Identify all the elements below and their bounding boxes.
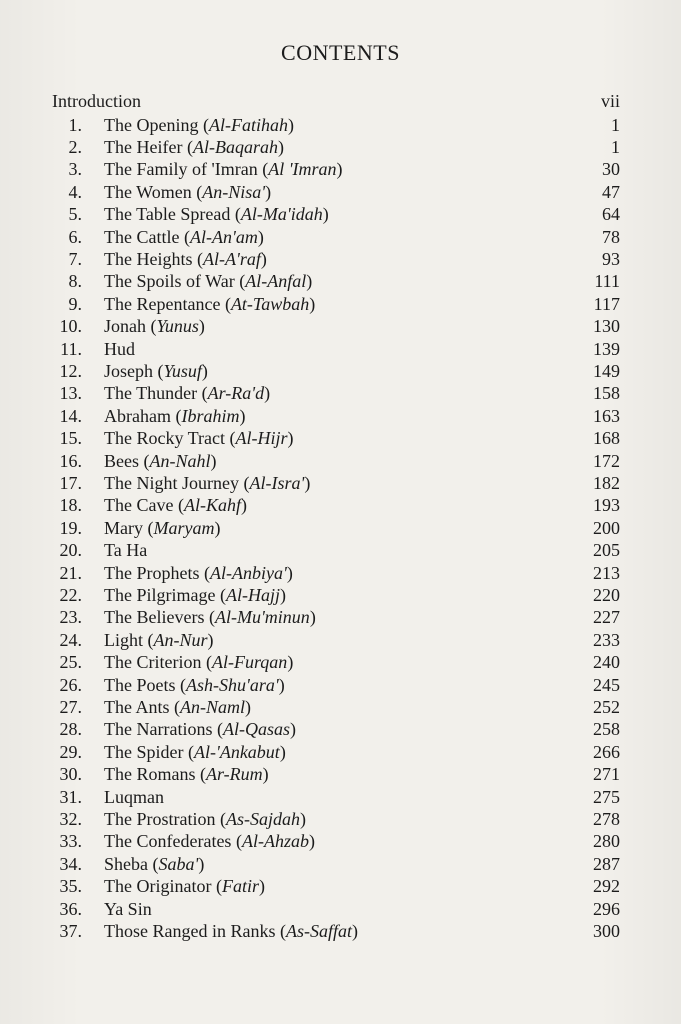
entry-number: 35. bbox=[59, 876, 82, 897]
entry-title bbox=[104, 517, 221, 539]
toc-entry bbox=[0, 382, 681, 404]
paren-open: ( bbox=[195, 764, 206, 785]
toc-entry bbox=[0, 203, 681, 225]
entry-arabic-name: Al-Anbiya' bbox=[209, 562, 287, 583]
entry-title bbox=[104, 584, 286, 606]
entry-english-name: Hud bbox=[104, 338, 135, 359]
paren-open: ( bbox=[143, 517, 154, 538]
toc-entry bbox=[0, 494, 681, 516]
entry-english-name: Abraham bbox=[104, 405, 171, 426]
toc-entry bbox=[0, 651, 681, 673]
entry-page-number: 111 bbox=[594, 271, 620, 292]
entry-number: 18. bbox=[59, 495, 82, 516]
paren-close: ) bbox=[279, 584, 286, 605]
paren-close: ) bbox=[207, 629, 214, 650]
entry-number: 8. bbox=[68, 271, 82, 292]
entry-arabic-name: An-Nahl bbox=[149, 450, 211, 471]
entry-title bbox=[104, 786, 164, 808]
toc-entry bbox=[0, 584, 681, 606]
entry-arabic-name: Ibrahim bbox=[181, 405, 240, 426]
paren-close: ) bbox=[309, 607, 316, 628]
paren-close: ) bbox=[214, 517, 221, 538]
paren-close: ) bbox=[299, 808, 306, 829]
entry-arabic-name: As-Saffat bbox=[285, 920, 352, 941]
entry-title bbox=[104, 651, 293, 673]
entry-arabic-name: Yunus bbox=[156, 316, 199, 337]
entry-title bbox=[104, 696, 251, 718]
entry-number: 9. bbox=[68, 293, 82, 314]
entry-english-name: Those Ranged in Ranks bbox=[104, 920, 276, 941]
entry-title bbox=[104, 898, 152, 920]
entry-english-name: Light bbox=[104, 629, 143, 650]
toc-entry bbox=[0, 360, 681, 382]
entry-english-name: The Night Journey bbox=[104, 472, 239, 493]
paren-close: ) bbox=[260, 248, 267, 269]
entry-page-number: 292 bbox=[593, 876, 620, 897]
entry-title bbox=[104, 293, 315, 315]
paren-open: ( bbox=[173, 495, 184, 516]
paren-open: ( bbox=[234, 271, 246, 292]
paren-open: ( bbox=[230, 204, 241, 225]
entry-title bbox=[104, 181, 271, 203]
entry-english-name: The Prostration bbox=[104, 808, 216, 829]
entry-page-number: 278 bbox=[593, 808, 620, 829]
entry-page-number: 227 bbox=[593, 607, 620, 628]
entry-title bbox=[104, 226, 264, 248]
intro-page-number: vii bbox=[600, 91, 620, 111]
entry-english-name: The Believers bbox=[104, 607, 205, 628]
entry-arabic-name: Fatir bbox=[221, 876, 259, 897]
paren-open: ( bbox=[175, 674, 186, 695]
paren-close: ) bbox=[198, 853, 205, 874]
entry-page-number: 258 bbox=[593, 719, 620, 740]
toc-entry bbox=[0, 808, 681, 830]
toc-entry bbox=[0, 270, 681, 292]
entry-number: 32. bbox=[59, 808, 82, 829]
paren-open: ( bbox=[220, 293, 231, 314]
entry-number: 15. bbox=[59, 428, 82, 449]
entry-arabic-name: Al-Anfal bbox=[245, 271, 307, 292]
entry-english-name: The Spoils of War bbox=[104, 271, 235, 292]
paren-close: ) bbox=[351, 920, 358, 941]
entry-title bbox=[104, 606, 316, 628]
paren-close: ) bbox=[287, 428, 294, 449]
entry-number: 7. bbox=[68, 248, 82, 269]
entry-title bbox=[104, 270, 312, 292]
entry-title bbox=[104, 158, 343, 180]
entry-number: 16. bbox=[59, 450, 82, 471]
toc-entry bbox=[0, 315, 681, 337]
toc-entry bbox=[0, 158, 681, 180]
entry-number: 13. bbox=[59, 383, 82, 404]
entry-arabic-name: Al-A'raf bbox=[202, 248, 261, 269]
entry-number: 37. bbox=[59, 920, 82, 941]
entry-arabic-name: At-Tawbah bbox=[230, 293, 310, 314]
intro-label: Introduction bbox=[52, 91, 141, 111]
entry-number: 21. bbox=[59, 562, 82, 583]
paren-open: ( bbox=[212, 719, 223, 740]
entry-number: 22. bbox=[59, 584, 82, 605]
toc-entry bbox=[0, 248, 681, 270]
entry-english-name: Joseph bbox=[104, 360, 153, 381]
entry-number: 33. bbox=[59, 831, 82, 852]
toc-entry bbox=[0, 875, 681, 897]
paren-open: ( bbox=[238, 472, 250, 493]
entry-number: 1. bbox=[68, 114, 82, 135]
entry-title bbox=[104, 472, 310, 494]
paren-close: ) bbox=[257, 226, 264, 247]
entry-english-name: The Repentance bbox=[104, 293, 221, 314]
entry-title bbox=[104, 494, 247, 516]
paren-close: ) bbox=[239, 405, 246, 426]
paren-close: ) bbox=[265, 181, 272, 202]
toc-entry bbox=[0, 539, 681, 561]
entry-arabic-name: An-Naml bbox=[180, 696, 245, 717]
entry-title bbox=[104, 338, 135, 360]
entry-arabic-name: Al-Kahf bbox=[183, 495, 241, 516]
paren-open: ( bbox=[275, 920, 286, 941]
paren-close: ) bbox=[322, 204, 329, 225]
entry-title bbox=[104, 674, 285, 696]
entry-page-number: 47 bbox=[602, 181, 620, 202]
paren-open: ( bbox=[211, 876, 222, 897]
entry-page-number: 172 bbox=[593, 450, 620, 471]
entry-number: 11. bbox=[60, 338, 82, 359]
entry-arabic-name: Al-Isra' bbox=[249, 472, 305, 493]
entry-number: 24. bbox=[59, 629, 82, 650]
entry-title bbox=[104, 718, 296, 740]
paren-close: ) bbox=[278, 674, 285, 695]
entry-english-name: The Spider bbox=[104, 741, 184, 762]
paren-close: ) bbox=[258, 876, 265, 897]
entry-page-number: 280 bbox=[593, 831, 620, 852]
entry-number: 3. bbox=[68, 159, 82, 180]
entry-title bbox=[104, 248, 267, 270]
entry-arabic-name: Al-Furqan bbox=[211, 652, 288, 673]
paren-close: ) bbox=[287, 652, 294, 673]
entry-page-number: 139 bbox=[593, 338, 620, 359]
entry-title bbox=[104, 875, 265, 897]
paren-open: ( bbox=[215, 584, 226, 605]
entry-page-number: 149 bbox=[593, 360, 620, 381]
paren-open: ( bbox=[192, 248, 203, 269]
toc-entry bbox=[0, 674, 681, 696]
entry-title bbox=[104, 136, 284, 158]
entry-number: 31. bbox=[59, 786, 82, 807]
entry-page-number: 233 bbox=[593, 629, 620, 650]
paren-open: ( bbox=[215, 808, 226, 829]
entry-page-number: 213 bbox=[593, 562, 620, 583]
entry-page-number: 205 bbox=[593, 540, 620, 561]
entry-arabic-name: Maryam bbox=[153, 517, 215, 538]
toc-entry bbox=[0, 450, 681, 472]
paren-close: ) bbox=[201, 360, 208, 381]
paren-open: ( bbox=[139, 450, 150, 471]
entry-number: 2. bbox=[68, 136, 82, 157]
entry-arabic-name: Ash-Shu'ara' bbox=[186, 674, 279, 695]
page-title: CONTENTS bbox=[281, 40, 400, 65]
entry-english-name: Ya Sin bbox=[104, 898, 152, 919]
paren-close: ) bbox=[198, 316, 205, 337]
entry-title bbox=[104, 741, 286, 763]
toc-entry bbox=[0, 427, 681, 449]
paren-close: ) bbox=[262, 764, 269, 785]
paren-close: ) bbox=[308, 831, 315, 852]
entry-title bbox=[104, 427, 294, 449]
toc-entry bbox=[0, 293, 681, 315]
entry-english-name: Mary bbox=[104, 517, 143, 538]
entry-arabic-name: Yusuf bbox=[163, 360, 202, 381]
paren-open: ( bbox=[197, 383, 208, 404]
entry-title bbox=[104, 203, 329, 225]
entry-page-number: 1 bbox=[611, 136, 620, 157]
toc-entry bbox=[0, 226, 681, 248]
entry-page-number: 245 bbox=[593, 674, 620, 695]
paren-open: ( bbox=[143, 629, 154, 650]
entry-title bbox=[104, 450, 217, 472]
entry-title bbox=[104, 315, 205, 337]
entry-arabic-name: Saba' bbox=[158, 853, 199, 874]
toc-entry bbox=[0, 517, 681, 539]
entry-page-number: 296 bbox=[593, 898, 620, 919]
entry-page-number: 220 bbox=[593, 584, 620, 605]
paren-close: ) bbox=[277, 136, 284, 157]
toc-entry bbox=[0, 718, 681, 740]
entry-english-name: The Romans bbox=[104, 764, 196, 785]
paren-open: ( bbox=[153, 360, 164, 381]
entry-page-number: 300 bbox=[593, 920, 620, 941]
entry-page-number: 200 bbox=[593, 517, 620, 538]
entry-page-number: 78 bbox=[602, 226, 620, 247]
entry-title bbox=[104, 114, 294, 136]
paren-close: ) bbox=[289, 719, 296, 740]
entry-title bbox=[104, 920, 358, 942]
toc-entry bbox=[0, 338, 681, 360]
paren-open: ( bbox=[179, 226, 190, 247]
entry-number: 6. bbox=[68, 226, 82, 247]
entry-arabic-name: An-Nur bbox=[153, 629, 208, 650]
entry-number: 29. bbox=[59, 741, 82, 762]
paren-open: ( bbox=[198, 114, 209, 135]
entry-number: 14. bbox=[59, 405, 82, 426]
entry-english-name: The Criterion bbox=[104, 652, 202, 673]
toc-intro-row bbox=[0, 90, 681, 112]
entry-english-name: The Narrations bbox=[104, 719, 213, 740]
entry-page-number: 182 bbox=[593, 472, 620, 493]
toc-entry bbox=[0, 114, 681, 136]
entry-title bbox=[104, 405, 245, 427]
toc-entry bbox=[0, 920, 681, 942]
entry-arabic-name: Al-Hijr bbox=[235, 428, 288, 449]
toc-entry bbox=[0, 181, 681, 203]
paren-open: ( bbox=[204, 607, 215, 628]
entry-number: 23. bbox=[59, 607, 82, 628]
entry-english-name: The Ants bbox=[104, 696, 170, 717]
entry-number: 36. bbox=[59, 898, 82, 919]
entry-arabic-name: An-Nisa' bbox=[202, 181, 266, 202]
paren-open: ( bbox=[148, 853, 159, 874]
toc-entry bbox=[0, 562, 681, 584]
entry-number: 25. bbox=[59, 652, 82, 673]
entry-page-number: 168 bbox=[593, 428, 620, 449]
entry-english-name: The Thunder bbox=[104, 383, 198, 404]
toc-entry bbox=[0, 853, 681, 875]
paren-close: ) bbox=[210, 450, 217, 471]
entry-english-name: The Opening bbox=[104, 114, 199, 135]
entry-english-name: Bees bbox=[104, 450, 139, 471]
toc-entry bbox=[0, 741, 681, 763]
toc-entry bbox=[0, 763, 681, 785]
entry-arabic-name: Al-Mu'minun bbox=[214, 607, 310, 628]
entry-number: 10. bbox=[59, 316, 82, 337]
paren-close: ) bbox=[306, 271, 313, 292]
entry-english-name: The Prophets bbox=[104, 562, 200, 583]
entry-number: 26. bbox=[59, 674, 82, 695]
toc-entry bbox=[0, 405, 681, 427]
entry-arabic-name: Ar-Ra'd bbox=[207, 383, 265, 404]
paren-close: ) bbox=[279, 741, 286, 762]
entry-arabic-name: Al-Baqarah bbox=[192, 136, 278, 157]
paren-open: ( bbox=[199, 562, 210, 583]
entry-page-number: 271 bbox=[593, 764, 620, 785]
toc-entry bbox=[0, 898, 681, 920]
entry-number: 20. bbox=[59, 540, 82, 561]
entry-page-number: 240 bbox=[593, 652, 620, 673]
entry-title bbox=[104, 629, 214, 651]
paren-open: ( bbox=[182, 136, 193, 157]
entry-page-number: 252 bbox=[593, 696, 620, 717]
entry-number: 28. bbox=[59, 719, 82, 740]
entry-page-number: 117 bbox=[593, 293, 620, 314]
entry-english-name: The Heifer bbox=[104, 136, 183, 157]
entry-page-number: 193 bbox=[593, 495, 620, 516]
entry-english-name: The Cattle bbox=[104, 226, 180, 247]
entry-arabic-name: Al-Hajj bbox=[225, 584, 280, 605]
paren-open: ( bbox=[146, 316, 157, 337]
paren-open: ( bbox=[201, 652, 212, 673]
entry-english-name: The Confederates bbox=[104, 831, 232, 852]
entry-number: 4. bbox=[68, 181, 82, 202]
toc-entry bbox=[0, 472, 681, 494]
entry-page-number: 1 bbox=[611, 114, 620, 135]
entry-title bbox=[104, 562, 293, 584]
paren-close: ) bbox=[240, 495, 247, 516]
entry-english-name: The Heights bbox=[104, 248, 193, 269]
entry-arabic-name: Al-An'am bbox=[189, 226, 258, 247]
paren-open: ( bbox=[231, 831, 242, 852]
paren-close: ) bbox=[304, 472, 311, 493]
entry-number: 12. bbox=[59, 360, 82, 381]
paren-close: ) bbox=[245, 696, 251, 717]
entry-english-name: The Pilgrimage bbox=[104, 584, 216, 605]
entry-number: 30. bbox=[59, 764, 82, 785]
paren-close: ) bbox=[336, 159, 343, 180]
entry-page-number: 30 bbox=[602, 159, 620, 180]
entry-arabic-name: As-Sajdah bbox=[225, 808, 300, 829]
entry-title bbox=[104, 382, 270, 404]
entry-title bbox=[104, 830, 315, 852]
entry-english-name: The Family of 'Imran bbox=[104, 159, 258, 180]
paren-close: ) bbox=[286, 562, 293, 583]
entry-english-name: The Rocky Tract bbox=[104, 428, 225, 449]
entry-page-number: 266 bbox=[593, 741, 620, 762]
paren-open: ( bbox=[225, 428, 236, 449]
entry-title bbox=[104, 360, 208, 382]
toc-entry bbox=[0, 696, 681, 718]
entry-number: 19. bbox=[59, 517, 82, 538]
entry-english-name: The Women bbox=[104, 181, 192, 202]
entry-title bbox=[104, 808, 306, 830]
entry-english-name: The Table Spread bbox=[104, 204, 231, 225]
entry-english-name: Luqman bbox=[104, 786, 164, 807]
entry-page-number: 287 bbox=[593, 853, 620, 874]
entry-arabic-name: Al-'Ankabut bbox=[193, 741, 280, 762]
entry-number: 17. bbox=[59, 472, 82, 493]
entry-title bbox=[104, 853, 204, 875]
entry-title bbox=[104, 539, 147, 561]
entry-arabic-name: Al 'Imran bbox=[268, 159, 337, 180]
entry-arabic-name: Al-Qasas bbox=[222, 719, 290, 740]
paren-close: ) bbox=[264, 383, 271, 404]
toc-entry bbox=[0, 629, 681, 651]
toc-entry bbox=[0, 830, 681, 852]
entry-page-number: 130 bbox=[593, 316, 620, 337]
paren-open: ( bbox=[169, 696, 180, 717]
paren-close: ) bbox=[309, 293, 316, 314]
toc-entry bbox=[0, 136, 681, 158]
entry-english-name: Jonah bbox=[104, 316, 146, 337]
entry-arabic-name: Al-Ma'idah bbox=[240, 204, 323, 225]
entry-english-name: The Poets bbox=[104, 674, 176, 695]
paren-open: ( bbox=[191, 181, 203, 202]
paren-open: ( bbox=[257, 159, 269, 180]
entry-page-number: 93 bbox=[602, 248, 620, 269]
toc-entry bbox=[0, 606, 681, 628]
entry-number: 5. bbox=[68, 204, 82, 225]
entry-arabic-name: Ar-Rum bbox=[206, 764, 263, 785]
entry-number: 27. bbox=[59, 696, 82, 717]
entry-page-number: 64 bbox=[602, 204, 620, 225]
paren-open: ( bbox=[170, 405, 182, 426]
entry-english-name: Sheba bbox=[104, 853, 148, 874]
entry-page-number: 163 bbox=[593, 405, 620, 426]
toc-entry bbox=[0, 786, 681, 808]
paren-close: ) bbox=[287, 114, 294, 135]
entry-arabic-name: Al-Fatihah bbox=[208, 114, 288, 135]
entry-number: 34. bbox=[59, 853, 82, 874]
entry-page-number: 275 bbox=[593, 786, 620, 807]
entry-arabic-name: Al-Ahzab bbox=[241, 831, 309, 852]
entry-english-name: The Cave bbox=[104, 495, 174, 516]
entry-english-name: Ta Ha bbox=[104, 540, 148, 561]
entry-english-name: The Originator bbox=[104, 876, 212, 897]
paren-open: ( bbox=[183, 741, 194, 762]
entry-title bbox=[104, 763, 269, 785]
entry-page-number: 158 bbox=[593, 383, 620, 404]
